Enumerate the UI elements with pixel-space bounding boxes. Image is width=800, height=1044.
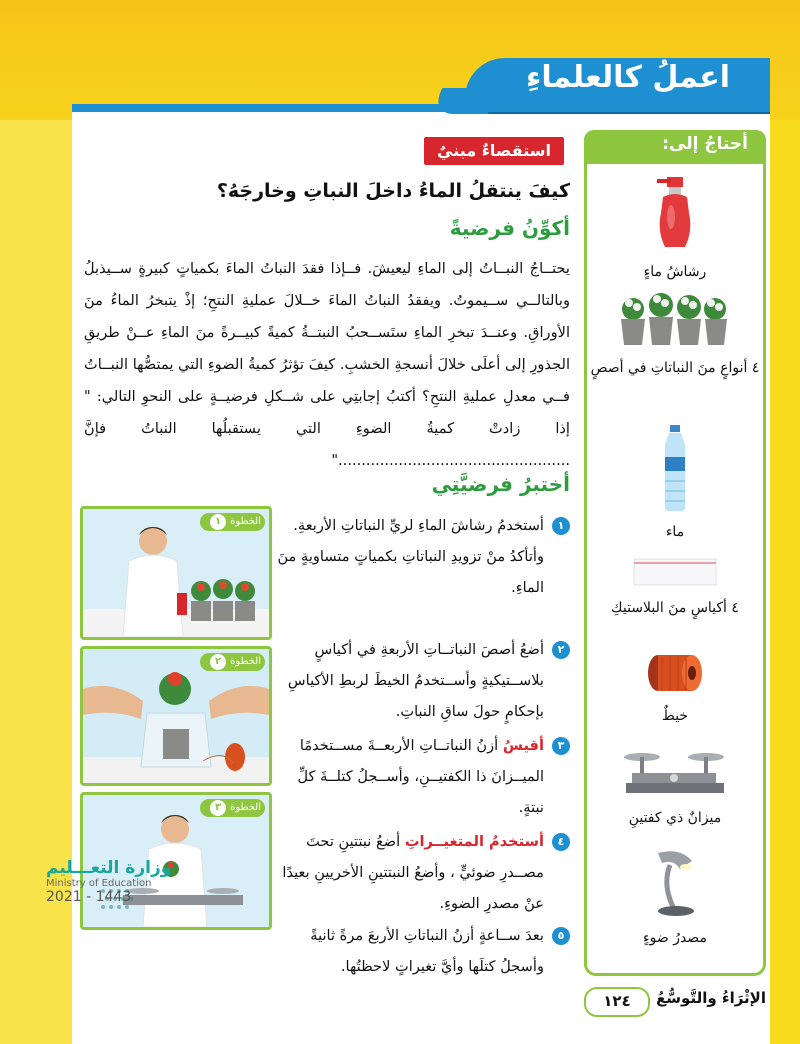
step-text: أزنُ النباتــاتِ الأربعــةَ مســتخدمًا الميــزانَ ذا الكفتيــنِ، وأســجلُ كتلــةَ كلِّ نبتةٍ. (297, 737, 544, 816)
step-text: أضعُ أصصَ النباتــاتِ الأربعةِ في أكياسٍ بلاســتيكيةٍ وأســتخدمُ الخيطَ لربطِ الأكياسِ بإحكامٍ حولَ ساقِ النباتِ. (287, 641, 544, 720)
step-text: بعدَ ســاعةٍ أزنُ النباتاتِ الأربعَ مرةً ثانيةً وأسجلُ كتلَها وأيَّ تغيراتٍ لاحظتُها. (310, 927, 544, 975)
step-badge: الخطوة٣ (200, 799, 265, 817)
water-bottle-icon (655, 423, 695, 513)
header-banner (465, 58, 770, 112)
step-4 (270, 826, 570, 920)
step-number: ١ (552, 517, 570, 535)
step-number: ٥ (552, 927, 570, 945)
hypothesis-blank: .................................................." (331, 452, 570, 469)
ministry-arabic: وزارة التعـــليم (46, 858, 172, 878)
string-spool-icon (640, 643, 710, 697)
step-keyword: أقيسُ (502, 737, 544, 754)
step-number: ٤ (552, 833, 570, 851)
material-label: ماء (665, 524, 685, 540)
material-potted-plants (587, 291, 763, 379)
material-label: ٤ أنواعٍ منَ النباتاتِ في أصصٍ (590, 360, 760, 376)
materials-header (584, 130, 766, 164)
page-title: اعملُ كالعلماءِ (526, 60, 730, 95)
material-label: ٤ أكياسٍ منَ البلاستيكِ (611, 600, 739, 616)
step-text: أضعُ نبتتينِ تحتَ مصــدرِ ضوئيٍّ ، وأضعُ النبتتينِ الأخريينِ بعيدًا عنْ مصدرِ الضوءِ. (282, 833, 544, 912)
step-3 (270, 730, 570, 826)
potted-plants-icon (615, 291, 735, 349)
page-footer (584, 985, 770, 1015)
step-1-photo (80, 506, 272, 640)
hypothesis-paragraph (84, 253, 570, 477)
test-heading: أختبرُ فرضيَّتِي (431, 472, 570, 496)
procedure-steps (270, 510, 570, 982)
hypothesis-text: يحتــاجُ النبــاتُ إلى الماءِ ليعيشَ. فــإذا فقدَ النباتُ الماءَ بكمياتٍ كبيرةٍ ســيذبلُ وبالتالــي ســيموتُ. ويفقدُ النباتُ الماءَ خــلالَ عمليةِ النتحِ؛ إذْ يتبخرُ الماءُ منَ الأوراقِ. وعنــدَ تبخرِ الماءِ ستَســحبُ النبتــةُ كميةً كبيــرةً منَ الماءِ عــنْ طريقِ الجذورِ إلى أعلَى خلالَ أنسجةِ الخشبِ. كيفَ تؤثرُ كميةُ الضوءِ التي يمتصُّها النبــاتُ فــي معدلِ عمليةِ النتحِ؟ أكتبُ إجابتِي على شــكلِ فرضيــةٍ على النحوِ التالي: " إذا زادتْ كميةُ الضوءِ التي يستقبلُها النباتُ فإنَّ (84, 260, 570, 437)
plastic-bag-icon (630, 553, 720, 589)
spray-bottle-icon (645, 173, 705, 253)
material-water-bottle (587, 423, 763, 543)
material-label: خيطٌ (661, 708, 689, 724)
material-label: مصدرُ ضوءٍ (643, 930, 707, 946)
material-light-source (587, 845, 763, 949)
ministry-english: Ministry of Education (46, 878, 152, 889)
step-1 (270, 510, 570, 634)
material-plastic-bags (587, 553, 763, 619)
inquiry-question: كيفَ ينتقلُ الماءُ داخلَ النباتِ وخارجَهُ؟ (216, 180, 570, 202)
material-balance-scale (587, 743, 763, 829)
step-number: ٢ (552, 641, 570, 659)
step-2 (270, 634, 570, 730)
step-badge: الخطوة١ (200, 513, 265, 531)
material-spray-bottle (587, 173, 763, 283)
page-number: ١٢٤ (584, 987, 650, 1017)
balance-scale-icon (620, 743, 730, 799)
ministry-watermark (46, 858, 186, 905)
desk-lamp-icon (640, 845, 710, 919)
section-name: الإثْرَاءُ والتَّوسُّعُ (656, 989, 766, 1007)
material-string (587, 643, 763, 727)
material-label: ميزانٌ ذي كفتينِ (628, 810, 722, 826)
hypothesis-heading: أكوِّنُ فرضيةً (449, 216, 570, 240)
step-badge: الخطوة٢ (200, 653, 265, 671)
ministry-year: 2021 - 1443 (46, 889, 132, 905)
step-5 (270, 920, 570, 982)
step-2-photo (80, 646, 272, 786)
material-label: رشاشُ ماءٍ (643, 264, 707, 280)
step-text: أستخدمُ رشاشَ الماءِ لريِّ النباتاتِ الأربعةِ. وأتأكدُ منْ تزويدِ النباتاتِ بكمياتٍ متساويةٍ منَ الماءِ. (277, 517, 544, 596)
step-number: ٣ (552, 737, 570, 755)
step-keyword: أستخدمُ المتغيــراتِ (404, 833, 544, 850)
inquiry-tag: استقصاءٌ مبنيٌ (424, 137, 564, 165)
materials-title: أحتاجُ إلى: (662, 134, 748, 154)
materials-panel (584, 130, 766, 976)
